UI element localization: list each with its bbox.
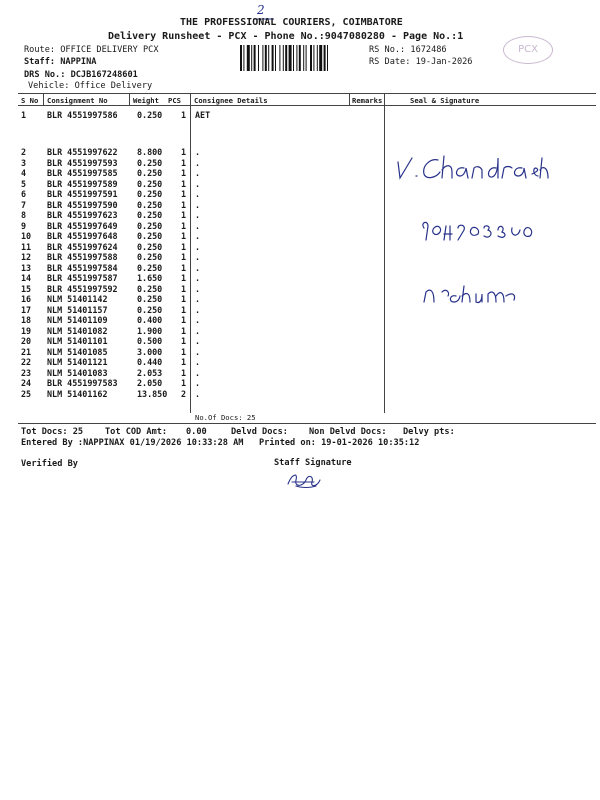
col-divider — [349, 93, 350, 105]
barcode-bar — [279, 45, 280, 71]
row-consignment-no: BLR 4551997588 — [47, 252, 118, 262]
row-consignment-no: BLR 4551997623 — [47, 210, 118, 220]
row-consignment-no: NLM 51401142 — [47, 294, 108, 304]
row-consignment-no: BLR 4551997585 — [47, 168, 118, 178]
table-row — [0, 326, 600, 337]
vehicle-label: Vehicle: Office Delivery — [28, 81, 153, 91]
barcode-bar — [327, 45, 328, 71]
row-consignee-details: . — [195, 315, 201, 325]
barcode-bar — [319, 45, 322, 71]
row-consignee-details: . — [195, 388, 201, 399]
row-sno: 23 — [21, 367, 32, 378]
table-row — [0, 200, 600, 211]
row-pcs: 1 — [181, 304, 187, 315]
barcode-bar — [258, 45, 259, 71]
barcode-bar — [310, 45, 312, 71]
table-row — [0, 305, 600, 316]
row-weight: 0.250 — [137, 283, 163, 294]
table-row — [0, 336, 600, 347]
barcode — [240, 45, 365, 71]
row-consignment-no: NLM 51401157 — [47, 304, 108, 315]
barcode-bar — [251, 45, 252, 71]
row-sno: 19 — [21, 325, 32, 336]
row-consignment-no: BLR 4551997593 — [47, 157, 118, 168]
row-consignee-details: . — [195, 378, 201, 388]
handwritten-phone — [418, 218, 538, 246]
row-sno: 7 — [21, 199, 27, 210]
row-sno: 12 — [21, 252, 32, 262]
non-delivered-docs: Non Delvd Docs: — [309, 427, 387, 437]
row-consignee-details: AET — [195, 110, 211, 120]
row-weight: 0.250 — [137, 178, 163, 189]
row-weight: 0.500 — [137, 336, 163, 346]
row-sno: 5 — [21, 178, 27, 189]
row-weight: 2.050 — [137, 378, 163, 388]
row-weight: 0.250 — [137, 262, 163, 273]
row-weight: 13.850 — [137, 388, 168, 399]
row-sno: 21 — [21, 346, 32, 357]
row-sno: 24 — [21, 378, 32, 388]
barcode-bar — [275, 45, 276, 71]
row-pcs: 1 — [181, 241, 187, 252]
row-consignee-details: . — [195, 231, 201, 241]
barcode-bar — [240, 45, 242, 71]
barcode-bar — [313, 45, 314, 71]
staff-signature-scribble — [284, 470, 324, 490]
verified-by-label: Verified By — [21, 459, 78, 469]
row-weight: 0.250 — [137, 168, 163, 178]
table-row — [0, 189, 600, 200]
row-weight: 0.250 — [137, 199, 163, 210]
barcode-bar — [296, 45, 297, 71]
row-sno: 14 — [21, 273, 32, 283]
row-consignment-no: BLR 4551997624 — [47, 241, 118, 252]
row-weight: 0.400 — [137, 315, 163, 325]
row-consignee-details: . — [195, 220, 201, 231]
row-consignee-details: . — [195, 325, 201, 336]
barcode-bar — [293, 45, 294, 71]
stamp-text: PCX — [518, 44, 538, 55]
rs-number: RS No.: 1672486 — [369, 45, 447, 55]
row-consignee-details: . — [195, 283, 201, 294]
row-pcs: 1 — [181, 110, 187, 120]
row-pcs: 1 — [181, 346, 187, 357]
barcode-bar — [324, 45, 326, 71]
drs-number: DRS No.: DCJB167248601 — [24, 70, 138, 80]
row-weight: 1.650 — [137, 273, 163, 283]
row-consignee-details: . — [195, 147, 201, 157]
row-consignee-details: . — [195, 210, 201, 220]
row-consignee-details: . — [195, 273, 201, 283]
row-consignee-details: . — [195, 336, 201, 346]
row-consignee-details: . — [195, 367, 201, 378]
row-pcs: 1 — [181, 147, 187, 157]
row-pcs: 1 — [181, 336, 187, 346]
delivery-points: Delvy pts: — [403, 427, 455, 437]
row-pcs: 1 — [181, 178, 187, 189]
row-consignee-details: . — [195, 241, 201, 252]
handwritten-name — [392, 150, 542, 184]
row-consignment-no: NLM 51401085 — [47, 346, 108, 357]
row-consignee-details: . — [195, 189, 201, 199]
row-pcs: 1 — [181, 378, 187, 388]
row-sno: 16 — [21, 294, 32, 304]
barcode-bar — [285, 45, 287, 71]
barcode-bar — [283, 45, 284, 71]
barcode-bar — [299, 45, 301, 71]
barcode-bar — [247, 45, 250, 71]
row-pcs: 1 — [181, 231, 187, 241]
col-header-consignment: Consignment No — [47, 96, 108, 105]
table-row — [0, 378, 600, 389]
col-header-weight: Weight — [133, 96, 159, 105]
table-row — [0, 357, 600, 368]
row-consignee-details: . — [195, 294, 201, 304]
row-consignee-details: . — [195, 168, 201, 178]
total-cod-label: Tot COD Amt: — [105, 427, 168, 437]
row-consignment-no: NLM 51401083 — [47, 367, 108, 378]
row-consignment-no: NLM 51401162 — [47, 388, 108, 399]
table-row — [0, 315, 600, 326]
row-pcs: 1 — [181, 294, 187, 304]
row-sno: 18 — [21, 315, 32, 325]
col-header-remarks: Remarks — [352, 96, 383, 105]
col-header-seal: Seal & Signature — [410, 96, 480, 105]
row-pcs: 1 — [181, 283, 187, 294]
pcx-stamp — [503, 36, 553, 64]
row-pcs: 1 — [181, 168, 187, 178]
col-header-consignee: Consignee Details — [194, 96, 268, 105]
handwritten-page-mark — [257, 3, 265, 17]
col-header-pcs: PCS — [168, 96, 181, 105]
table-row — [0, 368, 600, 379]
table-top-border — [18, 93, 596, 94]
staff-signature-label: Staff Signature — [274, 458, 352, 468]
row-consignment-no: BLR 4551997649 — [47, 220, 118, 231]
barcode-bar — [268, 45, 269, 71]
row-sno: 13 — [21, 262, 32, 273]
barcode-bar — [306, 45, 307, 71]
rs-date: RS Date: 19-Jan-2026 — [369, 57, 473, 67]
row-consignment-no: BLR 4551997622 — [47, 147, 118, 157]
row-consignment-no: BLR 4551997592 — [47, 283, 118, 294]
row-consignee-details: . — [195, 304, 201, 315]
entered-by: Entered By :NAPPINAX 01/19/2026 10:33:28 AM — [21, 438, 244, 448]
barcode-bar — [303, 45, 304, 71]
row-sno: 2 — [21, 147, 27, 157]
barcode-bar — [265, 45, 267, 71]
row-consignee-details: . — [195, 178, 201, 189]
barcode-bar — [254, 45, 256, 71]
table-row — [0, 389, 600, 400]
row-consignee-details: . — [195, 357, 201, 367]
row-weight: 0.250 — [137, 110, 163, 120]
table-row — [0, 110, 600, 121]
row-pcs: 1 — [181, 220, 187, 231]
table-row — [0, 252, 600, 263]
row-sno: 10 — [21, 231, 32, 241]
col-divider — [129, 93, 130, 105]
page-mark-text: 2 — [257, 3, 265, 17]
row-sno: 11 — [21, 241, 32, 252]
row-sno: 8 — [21, 210, 27, 220]
row-sno: 3 — [21, 157, 27, 168]
row-pcs: 1 — [181, 157, 187, 168]
row-consignment-no: NLM 51401101 — [47, 336, 108, 346]
table-row — [0, 263, 600, 274]
row-pcs: 1 — [181, 262, 187, 273]
row-pcs: 1 — [181, 273, 187, 283]
row-consignee-details: . — [195, 252, 201, 262]
row-consignment-no: BLR 4551997591 — [47, 189, 118, 199]
row-consignment-no: NLM 51401109 — [47, 315, 108, 325]
row-consignment-no: BLR 4551997589 — [47, 178, 118, 189]
barcode-bar — [262, 45, 263, 71]
row-sno: 6 — [21, 189, 27, 199]
handwritten-initials — [420, 282, 520, 306]
row-pcs: 1 — [181, 357, 187, 367]
row-sno: 22 — [21, 357, 32, 367]
printed-on: Printed on: 19-01-2026 10:35:12 — [259, 438, 420, 448]
row-pcs: 1 — [181, 210, 187, 220]
row-weight: 0.250 — [137, 294, 163, 304]
row-sno: 20 — [21, 336, 32, 346]
row-weight: 0.250 — [137, 210, 163, 220]
table-header-border — [18, 105, 596, 106]
row-weight: 3.000 — [137, 346, 163, 357]
row-weight: 8.800 — [137, 147, 163, 157]
no-of-docs: No.Of Docs: 25 — [195, 413, 256, 422]
row-weight: 2.053 — [137, 367, 163, 378]
barcode-bar — [272, 45, 274, 71]
row-consignment-no: BLR 4551997584 — [47, 262, 118, 273]
company-title: THE PROFESSIONAL COURIERS, COIMBATORE — [180, 17, 403, 28]
route-label: Route: OFFICE DELIVERY PCX — [24, 45, 159, 55]
row-consignee-details: . — [195, 157, 201, 168]
row-weight: 0.250 — [137, 252, 163, 262]
row-weight: 1.900 — [137, 325, 163, 336]
delivered-docs: Delvd Docs: — [231, 427, 288, 437]
row-consignment-no: BLR 4551997590 — [47, 199, 118, 210]
row-weight: 0.440 — [137, 357, 163, 367]
row-pcs: 1 — [181, 199, 187, 210]
row-consignment-no: NLM 51401121 — [47, 357, 108, 367]
row-weight: 0.250 — [137, 220, 163, 231]
row-consignment-no: BLR 4551997583 — [47, 378, 118, 388]
total-cod-value: 0.00 — [186, 427, 207, 437]
row-pcs: 1 — [181, 367, 187, 378]
runsheet-title: Delivery Runsheet - PCX - Phone No.:9047080280 - Page No.:1 — [108, 31, 464, 42]
barcode-bar — [317, 45, 318, 71]
row-consignee-details: . — [195, 262, 201, 273]
row-consignment-no: BLR 4551997648 — [47, 231, 118, 241]
total-docs: Tot Docs: 25 — [21, 427, 84, 437]
row-pcs: 1 — [181, 325, 187, 336]
row-sno: 15 — [21, 283, 32, 294]
col-header-sno: S No — [21, 96, 39, 105]
row-weight: 0.250 — [137, 304, 163, 315]
row-consignment-no: BLR 4551997586 — [47, 110, 118, 120]
row-sno: 1 — [21, 110, 27, 120]
row-weight: 0.250 — [137, 157, 163, 168]
row-consignee-details: . — [195, 199, 201, 210]
row-consignment-no: BLR 4551997587 — [47, 273, 118, 283]
row-weight: 0.250 — [137, 189, 163, 199]
table-row — [0, 347, 600, 358]
barcode-bar — [243, 45, 244, 71]
row-weight: 0.250 — [137, 231, 163, 241]
row-sno: 4 — [21, 168, 27, 178]
table-bottom-border — [18, 423, 596, 424]
staff-label: Staff: NAPPINA — [24, 57, 97, 67]
row-pcs: 1 — [181, 252, 187, 262]
row-sno: 17 — [21, 304, 32, 315]
row-pcs: 2 — [181, 388, 187, 399]
col-divider — [43, 93, 44, 105]
row-pcs: 1 — [181, 189, 187, 199]
row-pcs: 1 — [181, 315, 187, 325]
row-weight: 0.250 — [137, 241, 163, 252]
row-sno: 9 — [21, 220, 27, 231]
barcode-bar — [289, 45, 292, 71]
row-consignment-no: NLM 51401082 — [47, 325, 108, 336]
row-consignee-details: . — [195, 346, 201, 357]
row-sno: 25 — [21, 388, 32, 399]
